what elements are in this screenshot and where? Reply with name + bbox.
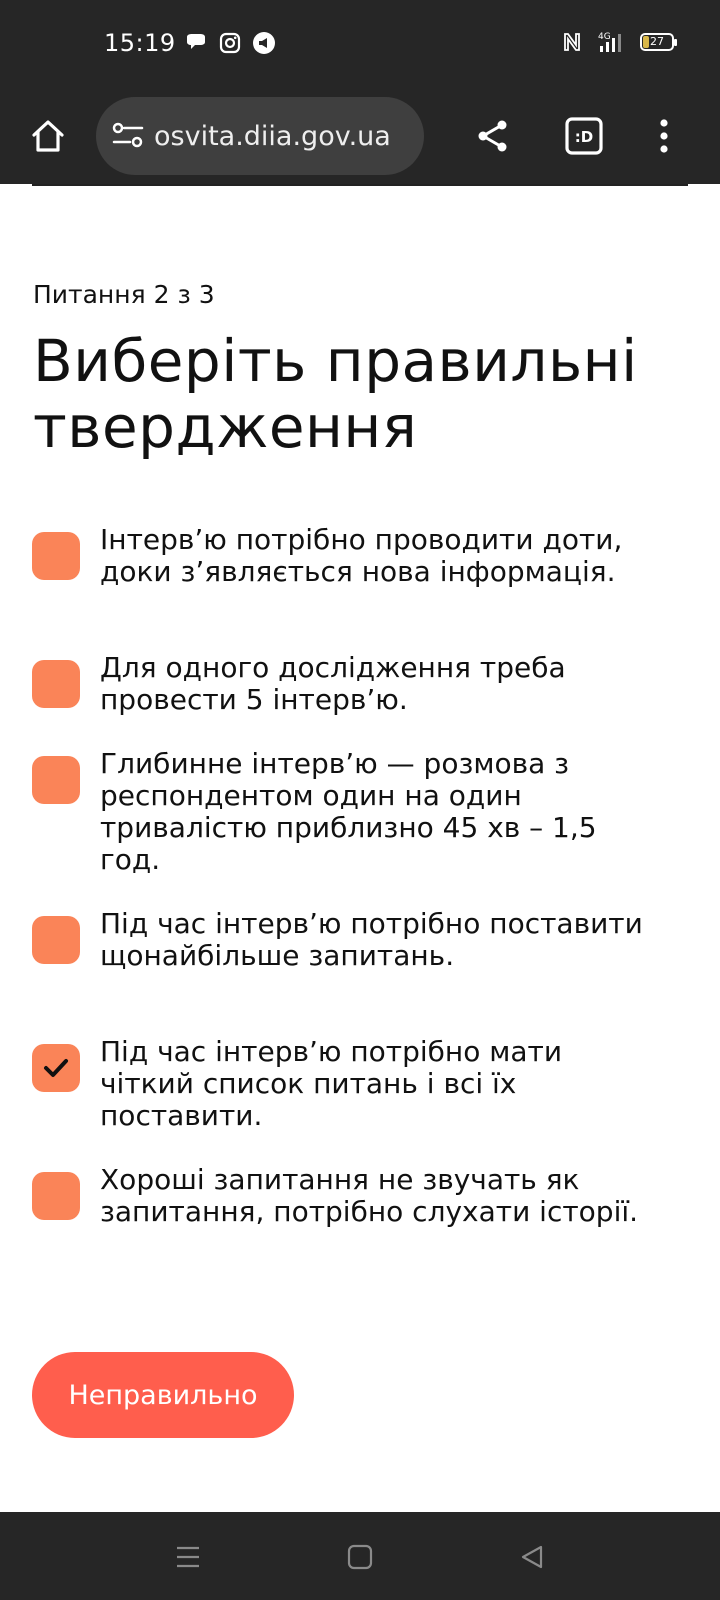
option-checkbox[interactable]	[32, 756, 80, 804]
option-checkbox-checked[interactable]	[32, 1044, 80, 1092]
recents-button[interactable]	[163, 1532, 213, 1582]
status-notification-icons	[184, 31, 276, 55]
home-square-icon	[345, 1542, 375, 1572]
option-checkbox[interactable]	[32, 1172, 80, 1220]
network-label: 4G	[598, 32, 611, 42]
check-icon	[41, 1053, 71, 1083]
option-checkbox[interactable]	[32, 532, 80, 580]
address-bar[interactable]	[96, 97, 424, 175]
submit-answer-button[interactable]: Неправильно	[32, 1352, 294, 1438]
status-time: 15:19	[104, 29, 176, 57]
page-title: Виберіть правильні твердження	[33, 327, 638, 461]
back-triangle-icon	[517, 1542, 547, 1572]
tab-switcher-button[interactable]	[554, 106, 614, 166]
url-text[interactable]: osvita.diia.gov.ua	[154, 120, 391, 152]
tab-count-label: :D	[574, 128, 594, 146]
nav-home-button[interactable]	[335, 1532, 385, 1582]
more-menu-button[interactable]	[634, 106, 694, 166]
status-bar	[0, 0, 720, 88]
nav-back-button[interactable]	[507, 1532, 557, 1582]
instagram-icon	[218, 31, 242, 55]
more-vert-icon	[654, 116, 674, 156]
megaphone-icon	[252, 31, 276, 55]
tune-icon[interactable]	[110, 118, 146, 154]
option-text: Під час інтерв’ю потрібно мати чіткий список питань і всі їх поставити.	[100, 1035, 563, 1132]
nfc-icon	[560, 30, 584, 54]
tab-switcher-icon	[564, 116, 604, 156]
share-button[interactable]	[463, 106, 523, 166]
browser-toolbar	[0, 88, 720, 184]
option-checkbox[interactable]	[32, 916, 80, 964]
option-text: Глибинне інтерв’ю — розмова з респондентом один на один тривалістю приблизно 45 хв – 1,5 год.	[100, 747, 597, 876]
question-counter: Питання 2 з 3	[33, 280, 215, 309]
option-text: Під час інтерв’ю потрібно поставити щонайбільше запитань.	[100, 907, 643, 972]
status-system-icons	[560, 30, 674, 54]
content-top-divider	[32, 184, 688, 186]
option-text: Інтерв’ю потрібно проводити доти, доки з’являється нова інформація.	[100, 523, 623, 588]
option-checkbox[interactable]	[32, 660, 80, 708]
share-icon	[475, 118, 511, 154]
battery-icon	[640, 33, 674, 51]
signal-4g-icon	[598, 30, 626, 54]
chat-bubble-icon	[184, 31, 208, 55]
battery-level: 27	[650, 35, 664, 48]
recents-menu-icon	[173, 1542, 203, 1572]
option-text: Для одного дослідження треба провести 5 інтерв’ю.	[100, 651, 566, 716]
system-nav-bar	[0, 1512, 720, 1600]
option-text: Хороші запитання не звучать як запитання, потрібно слухати історії.	[100, 1163, 639, 1228]
